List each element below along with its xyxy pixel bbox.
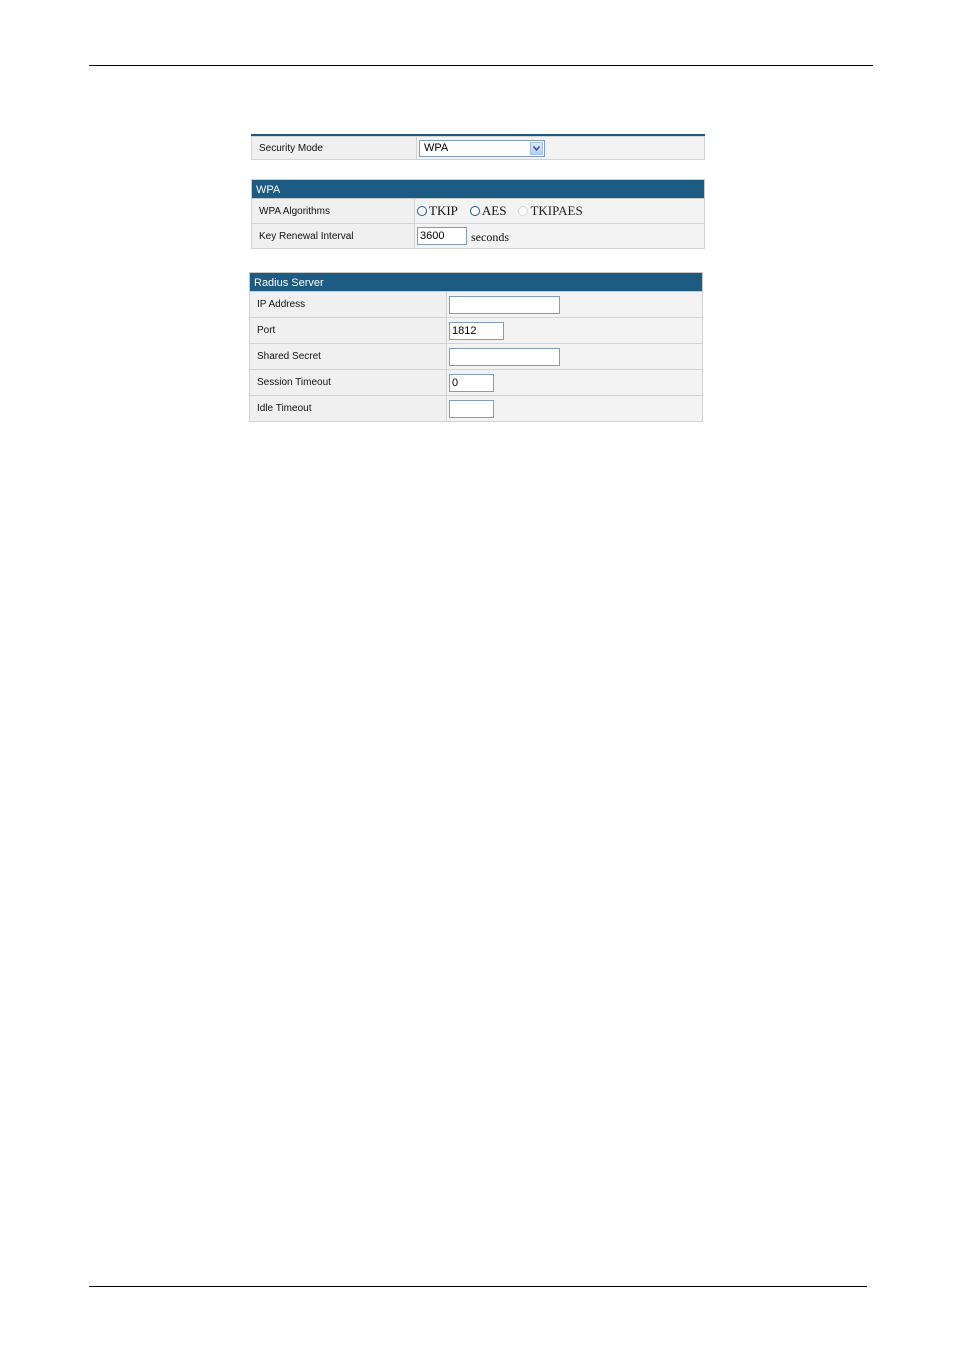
session-timeout-cell xyxy=(447,370,702,395)
session-timeout-input[interactable]: 0 xyxy=(449,374,494,392)
radio-aes[interactable] xyxy=(470,206,480,216)
idle-timeout-input[interactable] xyxy=(449,400,494,418)
port-label: Port xyxy=(250,318,447,343)
key-renewal-cell xyxy=(415,224,704,248)
security-mode-panel xyxy=(251,134,705,160)
page-top-rule xyxy=(89,65,873,66)
session-timeout-label: Session Timeout xyxy=(250,370,447,395)
wpa-algorithms-cell xyxy=(415,199,704,223)
port-row xyxy=(249,318,703,344)
key-renewal-row xyxy=(251,224,705,249)
wpa-panel xyxy=(251,179,705,249)
chevron-down-icon[interactable] xyxy=(530,142,543,155)
radio-tkipaes xyxy=(518,206,528,216)
idle-timeout-label: Idle Timeout xyxy=(250,396,447,421)
idle-timeout-cell xyxy=(447,396,702,421)
radio-tkip[interactable] xyxy=(417,206,427,216)
radio-tkip-label: TKIP xyxy=(429,203,458,218)
shared-secret-row xyxy=(249,344,703,370)
key-renewal-unit: seconds xyxy=(471,230,509,244)
radius-server-panel xyxy=(249,272,703,422)
session-timeout-row xyxy=(249,370,703,396)
key-renewal-label: Key Renewal Interval xyxy=(252,224,415,248)
wpa-algorithms-row xyxy=(251,199,705,224)
ip-address-cell xyxy=(447,292,702,317)
security-mode-label: Security Mode xyxy=(252,137,417,159)
page-bottom-rule xyxy=(89,1286,867,1287)
wpa-algorithms-radio-group xyxy=(417,203,595,219)
radio-aes-label: AES xyxy=(481,203,507,218)
radio-tkipaes-label: TKIPAES xyxy=(530,203,583,218)
security-mode-select[interactable] xyxy=(419,140,545,157)
ip-address-row xyxy=(249,292,703,318)
security-mode-cell xyxy=(417,137,704,159)
port-input[interactable]: 1812 xyxy=(449,322,504,340)
security-mode-selected: WPA xyxy=(424,142,449,154)
wpa-algorithms-label: WPA Algorithms xyxy=(252,199,415,223)
ip-address-input[interactable] xyxy=(449,296,560,314)
wpa-header: WPA xyxy=(251,179,705,199)
radius-header: Radius Server xyxy=(249,272,703,292)
port-cell xyxy=(447,318,702,343)
shared-secret-input[interactable] xyxy=(449,348,560,366)
idle-timeout-row xyxy=(249,396,703,422)
shared-secret-cell xyxy=(447,344,702,369)
shared-secret-label: Shared Secret xyxy=(250,344,447,369)
security-mode-row xyxy=(251,136,705,160)
key-renewal-input[interactable]: 3600 xyxy=(417,227,467,245)
ip-address-label: IP Address xyxy=(250,292,447,317)
